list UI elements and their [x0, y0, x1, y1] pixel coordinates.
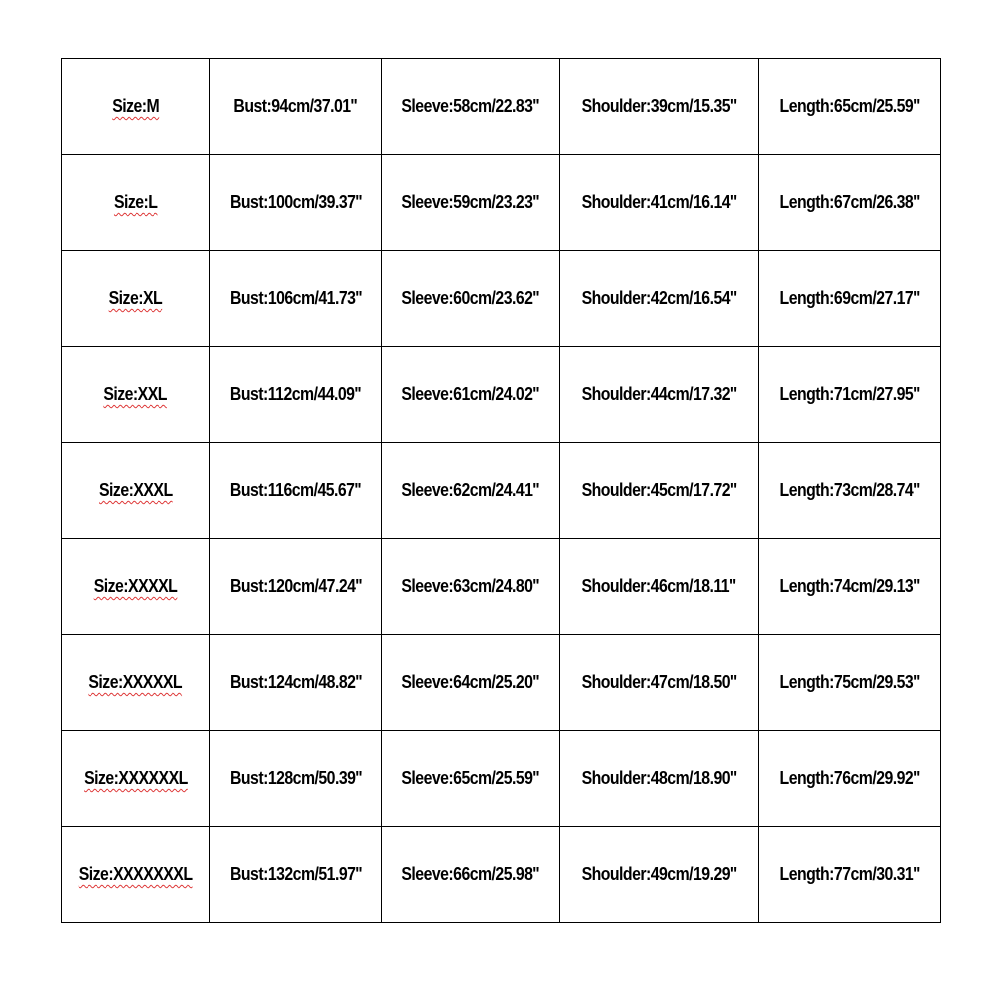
sleeve-value: Sleeve:61cm/24.02'' — [401, 384, 540, 404]
size-cell — [62, 827, 210, 923]
sleeve-cell — [382, 443, 560, 539]
size-label: Size:XXL — [103, 384, 168, 404]
size-cell — [62, 155, 210, 251]
length-value: Length:77cm/30.31'' — [779, 864, 920, 884]
sleeve-cell — [382, 59, 560, 155]
length-value: Length:69cm/27.17'' — [779, 288, 920, 308]
sleeve-cell — [382, 155, 560, 251]
sleeve-value: Sleeve:63cm/24.80'' — [401, 576, 540, 596]
size-cell — [62, 59, 210, 155]
shoulder-value: Shoulder:48cm/18.90'' — [581, 768, 737, 788]
length-value: Length:75cm/29.53'' — [779, 672, 920, 692]
length-cell — [759, 251, 941, 347]
shoulder-cell — [560, 251, 759, 347]
table-row — [62, 251, 941, 347]
sleeve-value: Sleeve:66cm/25.98'' — [401, 864, 540, 884]
table-row — [62, 443, 941, 539]
shoulder-cell — [560, 635, 759, 731]
length-cell — [759, 59, 941, 155]
length-cell — [759, 827, 941, 923]
table-row — [62, 155, 941, 251]
size-label: Size:XXXL — [98, 480, 173, 500]
bust-cell — [210, 635, 382, 731]
size-cell — [62, 731, 210, 827]
size-cell — [62, 251, 210, 347]
shoulder-cell — [560, 347, 759, 443]
bust-value: Bust:94cm/37.01'' — [233, 96, 358, 116]
size-cell — [62, 635, 210, 731]
sleeve-cell — [382, 251, 560, 347]
shoulder-cell — [560, 539, 759, 635]
bust-value: Bust:100cm/39.37'' — [229, 192, 362, 212]
shoulder-value: Shoulder:39cm/15.35'' — [581, 96, 737, 116]
table-row — [62, 347, 941, 443]
shoulder-cell — [560, 827, 759, 923]
shoulder-value: Shoulder:42cm/16.54'' — [581, 288, 737, 308]
size-cell — [62, 347, 210, 443]
size-label: Size:XXXXXL — [88, 672, 183, 692]
table-row — [62, 59, 941, 155]
shoulder-value: Shoulder:47cm/18.50'' — [581, 672, 737, 692]
table-row — [62, 539, 941, 635]
size-cell — [62, 539, 210, 635]
sleeve-value: Sleeve:58cm/22.83'' — [401, 96, 540, 116]
sleeve-value: Sleeve:65cm/25.59'' — [401, 768, 540, 788]
bust-value: Bust:120cm/47.24'' — [229, 576, 362, 596]
shoulder-value: Shoulder:49cm/19.29'' — [581, 864, 737, 884]
size-cell — [62, 443, 210, 539]
shoulder-cell — [560, 59, 759, 155]
bust-value: Bust:132cm/51.97'' — [229, 864, 362, 884]
bust-cell — [210, 59, 382, 155]
length-value: Length:76cm/29.92'' — [779, 768, 920, 788]
bust-value: Bust:128cm/50.39'' — [229, 768, 362, 788]
sleeve-cell — [382, 539, 560, 635]
length-cell — [759, 539, 941, 635]
length-value: Length:71cm/27.95'' — [779, 384, 920, 404]
bust-cell — [210, 155, 382, 251]
shoulder-cell — [560, 155, 759, 251]
table-row — [62, 827, 941, 923]
sleeve-cell — [382, 347, 560, 443]
size-chart-table — [61, 58, 941, 923]
length-value: Length:65cm/25.59'' — [779, 96, 920, 116]
size-label: Size:M — [112, 96, 159, 116]
shoulder-value: Shoulder:46cm/18.11'' — [581, 576, 737, 596]
sleeve-cell — [382, 827, 560, 923]
size-label: Size:XXXXXXXL — [78, 864, 193, 884]
bust-cell — [210, 347, 382, 443]
sleeve-cell — [382, 635, 560, 731]
sleeve-value: Sleeve:59cm/23.23'' — [401, 192, 540, 212]
size-label: Size:L — [113, 192, 158, 212]
bust-cell — [210, 827, 382, 923]
table-row — [62, 731, 941, 827]
shoulder-value: Shoulder:41cm/16.14'' — [581, 192, 737, 212]
length-cell — [759, 635, 941, 731]
sleeve-value: Sleeve:64cm/25.20'' — [401, 672, 540, 692]
bust-value: Bust:112cm/44.09'' — [229, 384, 361, 404]
length-cell — [759, 155, 941, 251]
length-value: Length:73cm/28.74'' — [779, 480, 920, 500]
length-cell — [759, 731, 941, 827]
length-value: Length:74cm/29.13'' — [779, 576, 920, 596]
sleeve-value: Sleeve:60cm/23.62'' — [401, 288, 540, 308]
bust-value: Bust:116cm/45.67'' — [229, 480, 361, 500]
shoulder-value: Shoulder:45cm/17.72'' — [581, 480, 737, 500]
size-label: Size:XL — [108, 288, 163, 308]
table-row — [62, 635, 941, 731]
size-label: Size:XXXXXXL — [83, 768, 188, 788]
sleeve-value: Sleeve:62cm/24.41'' — [401, 480, 540, 500]
bust-value: Bust:124cm/48.82'' — [229, 672, 362, 692]
length-value: Length:67cm/26.38'' — [779, 192, 920, 212]
length-cell — [759, 443, 941, 539]
bust-cell — [210, 251, 382, 347]
bust-value: Bust:106cm/41.73'' — [229, 288, 362, 308]
shoulder-cell — [560, 443, 759, 539]
shoulder-cell — [560, 731, 759, 827]
shoulder-value: Shoulder:44cm/17.32'' — [581, 384, 737, 404]
bust-cell — [210, 443, 382, 539]
bust-cell — [210, 731, 382, 827]
length-cell — [759, 347, 941, 443]
sleeve-cell — [382, 731, 560, 827]
bust-cell — [210, 539, 382, 635]
size-label: Size:XXXXL — [93, 576, 178, 596]
